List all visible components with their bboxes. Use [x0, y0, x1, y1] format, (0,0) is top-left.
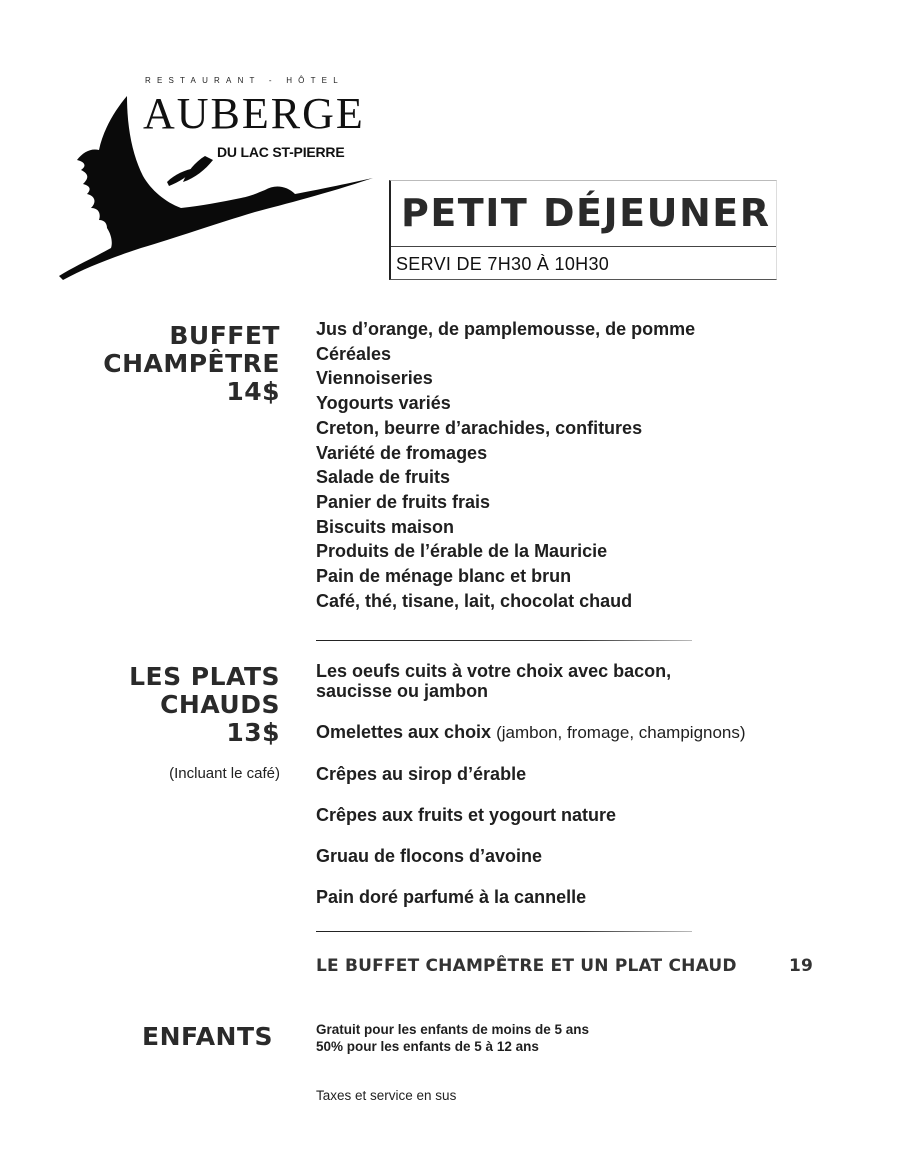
- list-item: Crêpes aux fruits et yogourt nature: [316, 805, 617, 825]
- section-divider: [316, 931, 692, 932]
- item-detail: (jambon, fromage, champignons): [496, 723, 746, 742]
- kids-info: [316, 1021, 589, 1055]
- kids-heading: ENFANTS: [142, 1022, 274, 1051]
- logo-subtitle: DU LAC ST-PIERRE: [217, 144, 345, 160]
- hot-items: [316, 661, 746, 928]
- list-item: Biscuits maison: [316, 516, 455, 537]
- list-item: Gruau de flocons d’avoine: [316, 846, 543, 866]
- list-item: [316, 722, 746, 743]
- list-item: Viennoiseries: [316, 368, 433, 389]
- buffet-heading-line1: BUFFET: [169, 321, 280, 350]
- list-item: Crêpes au sirop d’érable: [316, 764, 527, 784]
- buffet-items: [316, 317, 695, 613]
- list-item: Jus d’orange, de pamplemousse, de pomme: [316, 319, 696, 339]
- logo-tagline: RESTAURANT - HÔTEL: [145, 76, 344, 85]
- list-item: Pain doré parfumé à la cannelle: [316, 887, 587, 907]
- hot-dishes-heading: [129, 663, 280, 747]
- list-item: Café, thé, tisane, lait, chocolat chaud: [316, 590, 633, 611]
- menu-title-box: [389, 180, 777, 280]
- combo-price: 19: [788, 956, 813, 976]
- hot-price: 13$: [226, 718, 280, 747]
- hot-heading-line1: LES PLATS: [129, 662, 280, 691]
- logo: [55, 70, 395, 285]
- title-divider: [391, 246, 776, 247]
- combo-offer: [316, 956, 816, 976]
- list-item: Salade de fruits: [316, 467, 451, 488]
- list-item: Variété de fromages: [316, 442, 488, 463]
- taxes-note: Taxes et service en sus: [316, 1088, 457, 1103]
- list-item: Produits de l’érable de la Mauricie: [316, 541, 608, 562]
- buffet-price: 14$: [226, 377, 280, 406]
- service-hours: SERVI DE 7H30 À 10H30: [396, 254, 610, 274]
- item-name: Omelettes aux choix: [316, 722, 492, 742]
- logo-name: AUBERGE: [143, 89, 365, 138]
- list-item: Panier de fruits frais: [316, 491, 491, 512]
- page-title: PETIT DÉJEUNER: [401, 191, 771, 235]
- hot-heading-line2: CHAUDS: [160, 690, 280, 719]
- hot-note: (Incluant le café): [169, 765, 280, 782]
- list-item: Pain de ménage blanc et brun: [316, 566, 572, 587]
- list-item: Yogourts variés: [316, 393, 451, 414]
- item-name: Les oeufs cuits à votre choix avec bacon,: [316, 661, 672, 681]
- section-divider: [316, 640, 692, 641]
- kids-line: Gratuit pour les enfants de moins de 5 ans: [316, 1022, 590, 1037]
- list-item: Creton, beurre d’arachides, confitures: [316, 417, 643, 438]
- kids-line: 50% pour les enfants de 5 à 12 ans: [316, 1039, 539, 1054]
- combo-label: LE BUFFET CHAMPÊTRE ET UN PLAT CHAUD: [316, 956, 737, 976]
- list-item: [316, 661, 746, 701]
- list-item: Céréales: [316, 343, 392, 364]
- buffet-heading: [103, 322, 280, 406]
- item-name-cont: saucisse ou jambon: [316, 681, 489, 701]
- buffet-heading-line2: CHAMPÊTRE: [103, 349, 280, 378]
